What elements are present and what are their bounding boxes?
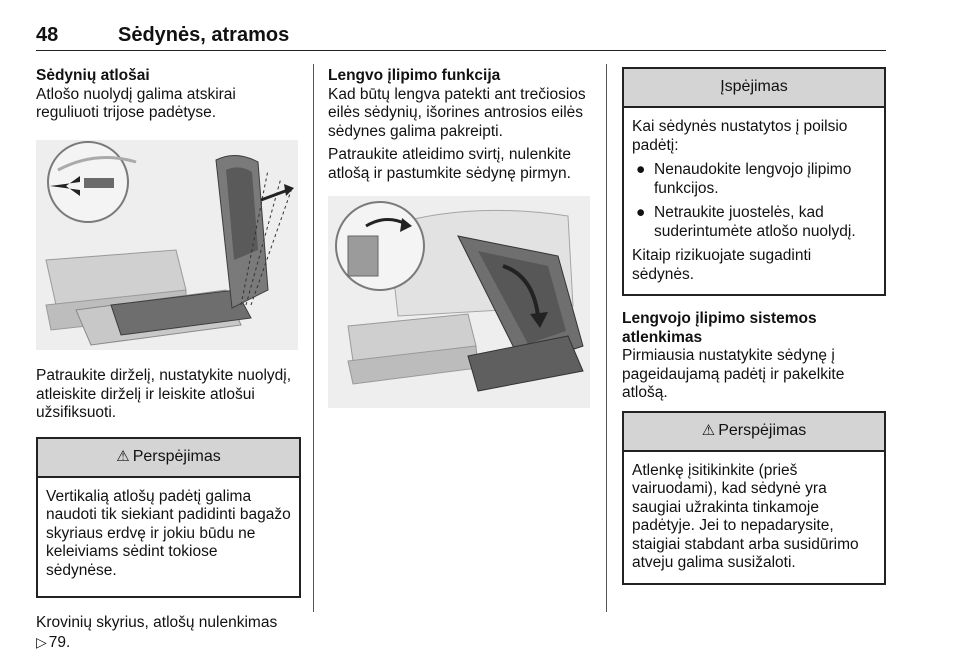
easy-entry-illustration [328, 196, 590, 408]
bullet-text: Nenaudokite lengvojo įlipimo funkcijos. [654, 161, 852, 197]
chapter-title: Sėdynės, atramos [118, 24, 290, 46]
seat-recline-illustration [36, 140, 298, 350]
warning-header [38, 439, 299, 478]
warning-title: Perspėjimas [718, 421, 807, 439]
reference-page: 79. [48, 633, 71, 651]
warning-text: Vertikalią atlošų padėtį galima naudoti tik siekiant padidinti bagažo skyriaus erdvę ir jokiu būdu ne keleiviams sėdint tokiose sėdynėse. [46, 487, 291, 579]
paragraph: Atlošo nuolydį galima atskirai reguliuoti trijose padėtyse. [36, 85, 236, 121]
bullet-icon: ● [636, 204, 646, 221]
bullet-item [632, 161, 876, 198]
header-rule [36, 50, 886, 51]
caution-title: Įspėjimas [720, 78, 788, 96]
paragraph: Pirmiausia nustatykite sėdynę į pageidaujamą padėtį ir pakelkite atlošą. [622, 347, 845, 401]
warning-title: Perspėjimas [132, 447, 221, 465]
column-3 [622, 67, 886, 601]
bullet-icon: ● [636, 161, 646, 178]
paragraph: Patraukite atleidimo svirtį, nulenkite atlošą ir pastumkite sėdynę pirmyn. [328, 146, 571, 182]
caution-intro: Kai sėdynės nustatytos į poilsio padėtį: [632, 118, 848, 154]
warning-triangle-icon: ⚠ [701, 421, 716, 439]
caution-header [624, 69, 884, 108]
column-1 [36, 67, 301, 657]
warning-triangle-icon: ⚠ [116, 447, 130, 465]
section-heading: Lengvo įlipimo funkcija [328, 67, 501, 84]
warning-header [624, 413, 884, 452]
section-heading: Lengvojo įlipimo sistemos atlenkimas [622, 310, 817, 346]
cross-reference[interactable] [36, 633, 301, 653]
paragraph: Krovinių skyrius, atlošų nulenkimas [36, 614, 278, 631]
warning-box [36, 437, 301, 599]
column-2 [328, 67, 593, 414]
section-heading: Sėdynių atlošai [36, 67, 150, 84]
page-number: 48 [36, 24, 59, 46]
bullet-item [632, 204, 876, 241]
bullet-text: Netraukite juostelės, kad suderintumėte atlošo nuolydį. [654, 204, 856, 240]
page-ref-arrow-icon: ▷ [36, 633, 47, 650]
warning-text: Atlenkę įsitikinkite (prieš vairuodami), kad sėdynė yra saugiai užrakinta tinkamoje padėtyje. Jei to nepadarysite, staigiai stabdant arba susidūrimo atveju galima susižaloti. [632, 461, 859, 571]
caution-outro: Kitaip rizikuojate sugadinti sėdynės. [632, 247, 812, 283]
paragraph: Kad būtų lengva patekti ant trečiosios eilės sėdynių, išorines antrosios eilės sėdynes galima pakreipti. [328, 85, 586, 140]
caution-box [622, 67, 886, 296]
warning-box [622, 411, 886, 585]
column-divider [606, 64, 607, 612]
paragraph: Patraukite dirželį, nustatykite nuolydį, atleiskite dirželį ir leiskite atlošui užsifiksuoti. [36, 367, 292, 421]
column-divider [313, 64, 314, 612]
